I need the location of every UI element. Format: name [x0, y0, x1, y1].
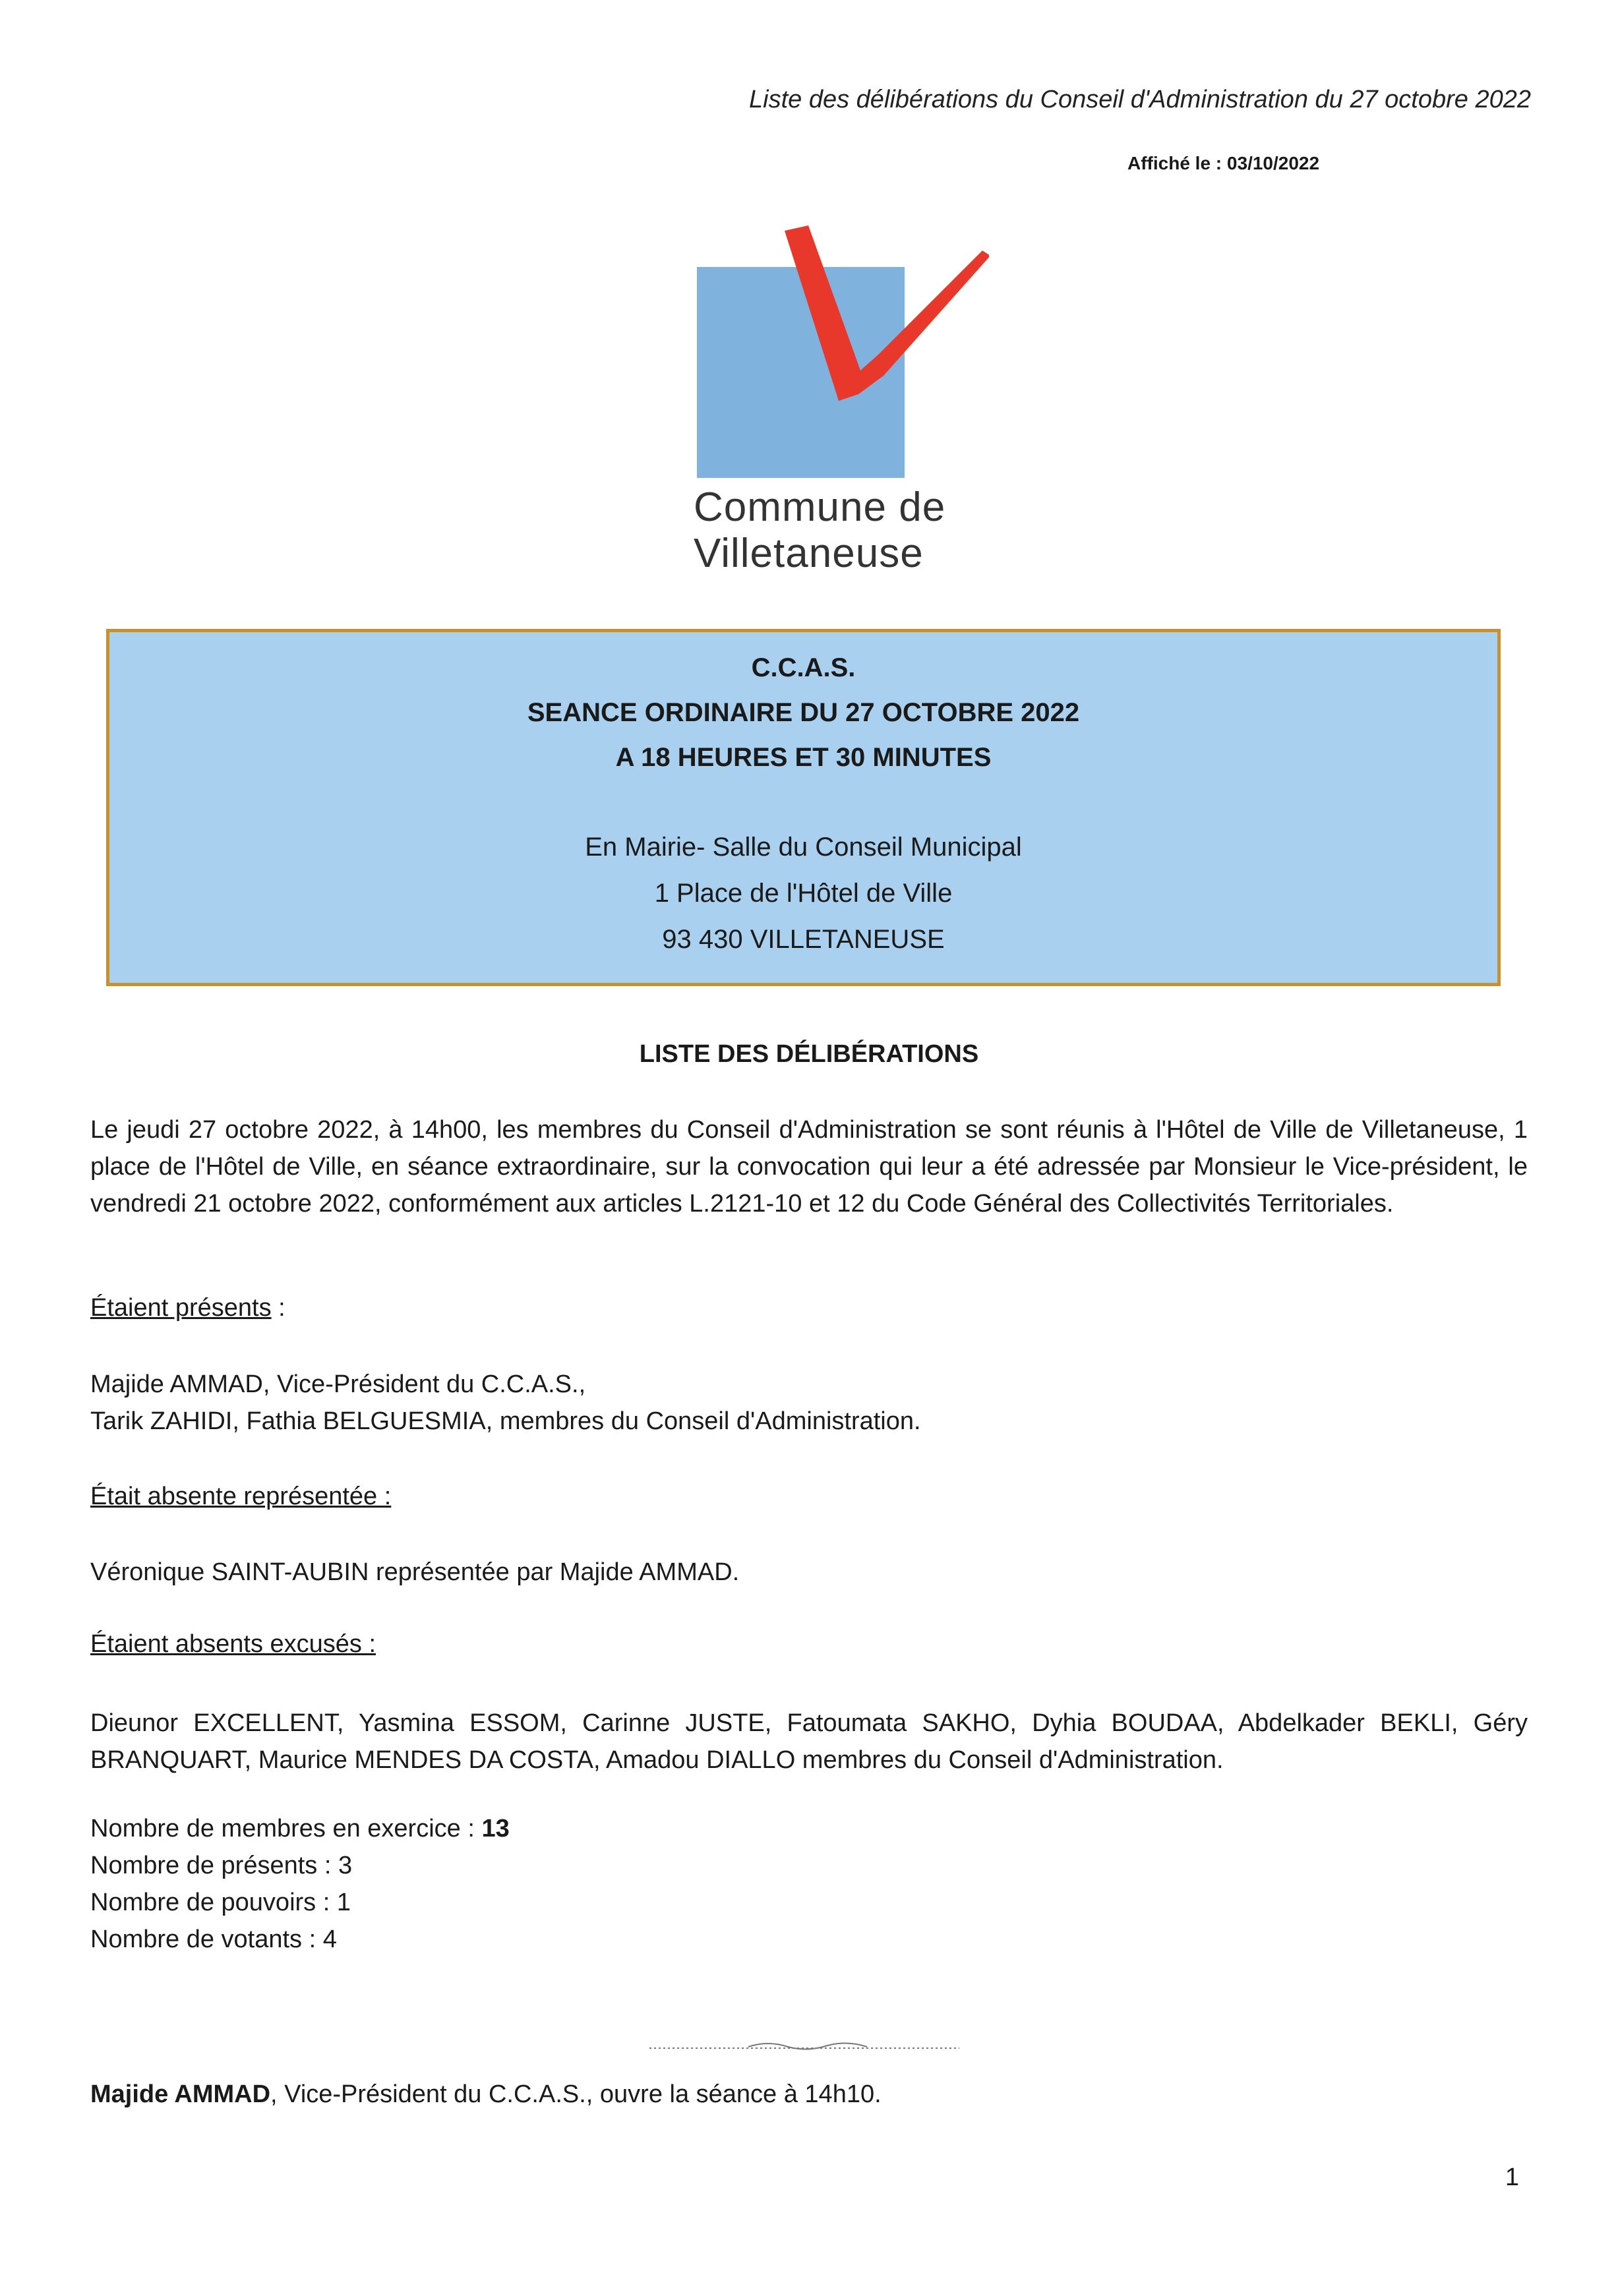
present-heading: Étaient présents — [90, 1294, 272, 1322]
count-voters: Nombre de votants : 4 — [90, 1926, 337, 1953]
posted-label: Affiché le : — [1127, 153, 1227, 173]
count-proxies: Nombre de pouvoirs : 1 — [90, 1889, 351, 1916]
posted-date: 03/10/2022 — [1226, 153, 1320, 173]
logo-wordmark — [694, 485, 945, 577]
section-title: LISTE DES DÉLIBÉRATIONS — [639, 1040, 979, 1068]
opening-statement — [90, 2080, 882, 2109]
session-info-box — [106, 629, 1501, 986]
intro-paragraph: Le jeudi 27 octobre 2022, à 14h00, les membres du Conseil d'Administration se sont réunis à l'Hôtel de Ville de Villetaneuse, 1 place de l'Hôtel de Ville, en séance extraordinaire, sur la convocation qui leur a été adressée par Monsieur le Vice-président, le vendredi 21 octobre 2022, conformément aux articles L.2121-10 et 12 du Code Général des Collectivités Territoriales. — [90, 1116, 1528, 1218]
opening-name: Majide AMMAD — [90, 2080, 271, 2108]
box-org: C.C.A.S. — [751, 653, 856, 682]
absent-represented-text: Véronique SAINT-AUBIN représentée par Majide AMMAD. — [90, 1558, 740, 1586]
page-number: 1 — [1505, 2164, 1519, 2191]
absent-excused-text: Dieunor EXCELLENT, Yasmina ESSOM, Carinne JUSTE, Fatoumata SAKHO, Dyhia BOUDAA, Abdelkader BEKLI, Géry BRANQUART, Maurice MENDES DA COSTA, Amadou DIALLO membres du Conseil d'Administration. — [90, 1709, 1528, 1774]
absent-excused-heading: Étaient absents excusés : — [90, 1630, 376, 1658]
present-heading-line — [90, 1294, 285, 1322]
present-heading-suffix: : — [271, 1294, 285, 1322]
present-line-1: Majide AMMAD, Vice-Président du C.C.A.S., — [90, 1370, 586, 1398]
count-members-value: 13 — [481, 1815, 510, 1842]
box-address-2: 1 Place de l'Hôtel de Ville — [654, 879, 953, 908]
document-reference: Liste des délibérations du Conseil d'Administration du 27 octobre 2022 — [749, 86, 1531, 113]
logo-line-2: Villetaneuse — [694, 531, 924, 576]
box-address-3: 93 430 VILLETANEUSE — [662, 925, 945, 954]
decorative-separator — [649, 2040, 959, 2052]
count-present: Nombre de présents : 3 — [90, 1852, 353, 1879]
count-members-line — [90, 1815, 510, 1843]
posted-date-line — [1127, 153, 1319, 174]
present-line-2: Tarik ZAHIDI, Fathia BELGUESMIA, membres du Conseil d'Administration. — [90, 1407, 921, 1435]
absent-represented-heading: Était absente représentée : — [90, 1483, 392, 1510]
box-address-1: En Mairie- Salle du Conseil Municipal — [585, 833, 1022, 862]
opening-text: , Vice-Président du C.C.A.S., ouvre la séance à 14h10. — [270, 2080, 882, 2108]
logo-line-1: Commune de — [694, 485, 946, 530]
box-session: SEANCE ORDINAIRE DU 27 OCTOBRE 2022 — [527, 698, 1080, 727]
count-members-label: Nombre de membres en exercice : — [90, 1815, 482, 1842]
box-time: A 18 HEURES ET 30 MINUTES — [615, 743, 992, 772]
